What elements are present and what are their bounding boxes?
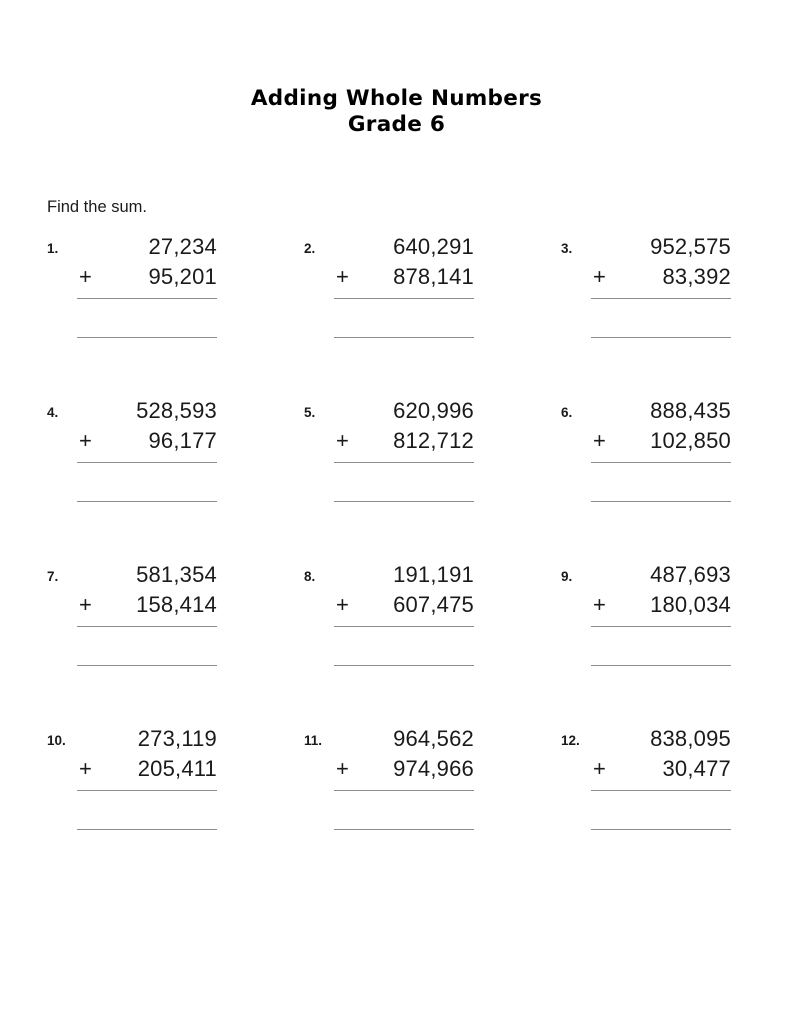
problem-stack	[591, 396, 731, 502]
addend-second: 83,392	[662, 264, 731, 289]
addend-row-bottom	[77, 590, 217, 620]
sum-rule-line	[77, 626, 217, 627]
plus-operator: +	[79, 428, 93, 453]
addend-row-top	[77, 396, 217, 426]
problem-item	[561, 560, 747, 724]
addend-row-bottom	[77, 426, 217, 456]
problem-number: 7.	[47, 569, 59, 584]
addend-first: 952,575	[650, 234, 731, 259]
addend-first: 528,593	[136, 398, 217, 423]
answer-blank-line[interactable]	[591, 501, 731, 502]
addend-row-bottom	[77, 262, 217, 292]
problem-number: 5.	[304, 405, 316, 420]
title-line-grade: Grade 6	[347, 112, 446, 137]
addend-row-bottom	[334, 754, 474, 784]
addend-first: 640,291	[393, 234, 474, 259]
problem-number: 6.	[561, 405, 573, 420]
answer-blank-line[interactable]	[77, 665, 217, 666]
problem-number: 10.	[47, 733, 66, 748]
problem-number: 8.	[304, 569, 316, 584]
answer-blank-line[interactable]	[591, 829, 731, 830]
sum-rule-line	[591, 790, 731, 791]
addend-row-top	[334, 560, 474, 590]
addend-first: 620,996	[393, 398, 474, 423]
plus-operator: +	[79, 592, 93, 617]
sum-rule-line	[77, 462, 217, 463]
problem-item	[304, 560, 561, 724]
sum-rule-line	[591, 298, 731, 299]
sum-rule-line	[334, 462, 474, 463]
problem-number: 9.	[561, 569, 573, 584]
sum-rule-line	[334, 790, 474, 791]
addend-first: 838,095	[650, 726, 731, 751]
answer-blank-line[interactable]	[334, 665, 474, 666]
problem-number: 12.	[561, 733, 580, 748]
addend-row-bottom	[591, 426, 731, 456]
problem-stack	[334, 396, 474, 502]
answer-blank-line[interactable]	[334, 337, 474, 338]
problem-item	[304, 232, 561, 396]
addend-row-top	[591, 232, 731, 262]
addend-second: 607,475	[393, 592, 474, 617]
addend-row-top	[334, 232, 474, 262]
problem-item	[561, 396, 747, 560]
addend-row-bottom	[591, 754, 731, 784]
plus-operator: +	[593, 428, 607, 453]
problem-stack	[77, 232, 217, 338]
problem-item	[304, 396, 561, 560]
problem-number: 3.	[561, 241, 573, 256]
addend-first: 191,191	[393, 562, 474, 587]
addend-row-bottom	[334, 590, 474, 620]
plus-operator: +	[336, 592, 350, 617]
addend-row-bottom	[591, 262, 731, 292]
plus-operator: +	[336, 756, 350, 781]
addend-second: 180,034	[650, 592, 731, 617]
sum-rule-line	[334, 626, 474, 627]
addend-row-top	[77, 560, 217, 590]
plus-operator: +	[593, 264, 607, 289]
problem-item	[47, 232, 304, 396]
addend-row-top	[591, 724, 731, 754]
problem-stack	[334, 232, 474, 338]
problem-item	[47, 560, 304, 724]
addend-second: 95,201	[148, 264, 217, 289]
answer-blank-line[interactable]	[77, 337, 217, 338]
addend-row-bottom	[77, 754, 217, 784]
problem-stack	[334, 560, 474, 666]
addend-first: 487,693	[650, 562, 731, 587]
problem-number: 1.	[47, 241, 59, 256]
answer-blank-line[interactable]	[334, 829, 474, 830]
answer-blank-line[interactable]	[334, 501, 474, 502]
addend-row-top	[591, 396, 731, 426]
addend-first: 888,435	[650, 398, 731, 423]
addend-second: 102,850	[650, 428, 731, 453]
worksheet-title	[0, 86, 793, 138]
problem-stack	[591, 560, 731, 666]
plus-operator: +	[336, 264, 350, 289]
sum-rule-line	[77, 298, 217, 299]
addend-first: 581,354	[136, 562, 217, 587]
problem-stack	[77, 724, 217, 830]
plus-operator: +	[593, 592, 607, 617]
addend-second: 878,141	[393, 264, 474, 289]
problem-item	[561, 232, 747, 396]
problem-stack	[334, 724, 474, 830]
sum-rule-line	[591, 462, 731, 463]
addend-second: 158,414	[136, 592, 217, 617]
addend-row-top	[334, 724, 474, 754]
addend-row-bottom	[591, 590, 731, 620]
sum-rule-line	[591, 626, 731, 627]
plus-operator: +	[593, 756, 607, 781]
sum-rule-line	[77, 790, 217, 791]
problem-number: 11.	[304, 733, 323, 748]
addend-second: 30,477	[662, 756, 731, 781]
addend-second: 96,177	[148, 428, 217, 453]
plus-operator: +	[79, 264, 93, 289]
addend-second: 205,411	[137, 756, 217, 781]
problem-number: 4.	[47, 405, 59, 420]
title-line-primary: Adding Whole Numbers	[250, 86, 543, 111]
plus-operator: +	[336, 428, 350, 453]
problem-stack	[77, 396, 217, 502]
problem-stack	[77, 560, 217, 666]
addend-row-top	[591, 560, 731, 590]
problem-grid	[47, 232, 747, 888]
answer-blank-line[interactable]	[77, 501, 217, 502]
problem-stack	[591, 724, 731, 830]
problem-number: 2.	[304, 241, 316, 256]
addend-row-top	[334, 396, 474, 426]
addend-first: 273,119	[137, 726, 217, 751]
answer-blank-line[interactable]	[591, 665, 731, 666]
problem-item	[304, 724, 561, 888]
addend-second: 974,966	[393, 756, 474, 781]
addend-row-bottom	[334, 426, 474, 456]
sum-rule-line	[334, 298, 474, 299]
addend-first: 964,562	[393, 726, 474, 751]
addend-first: 27,234	[148, 234, 217, 259]
answer-blank-line[interactable]	[77, 829, 217, 830]
addend-row-top	[77, 232, 217, 262]
problem-item	[47, 396, 304, 560]
problem-item	[47, 724, 304, 888]
answer-blank-line[interactable]	[591, 337, 731, 338]
addend-row-bottom	[334, 262, 474, 292]
addend-second: 812,712	[393, 428, 474, 453]
plus-operator: +	[79, 756, 93, 781]
problem-stack	[591, 232, 731, 338]
problem-item	[561, 724, 747, 888]
addend-row-top	[77, 724, 217, 754]
instruction-text: Find the sum.	[47, 198, 147, 216]
